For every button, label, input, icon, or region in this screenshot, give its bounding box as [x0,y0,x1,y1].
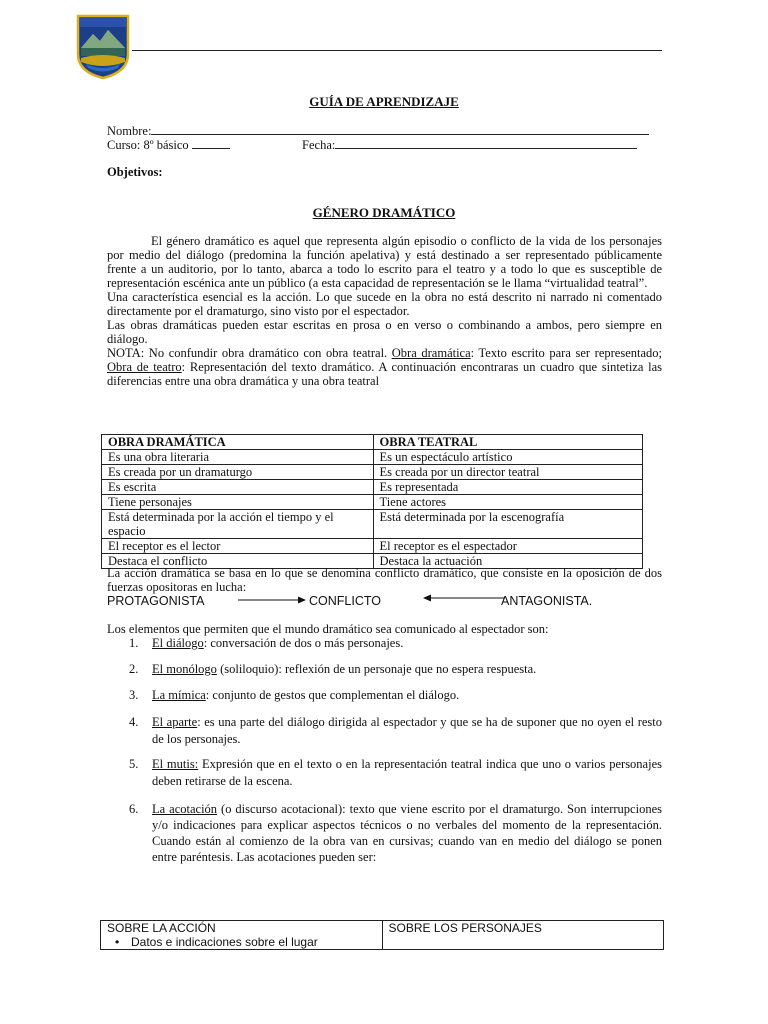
table-cell: El receptor es el lector [102,539,374,554]
table-cell: • Datos e indicaciones sobre el lugar [101,935,383,950]
intro-paragraph-1: El género dramático es aquel que representa algún episodio o conflicto de la vida de los personajes por medio del diálogo (predomina la función apelativa) y está destinado a ser representado públicamente frente a un auditorio, por lo tanto, abarca a todo lo escrito para el teatro y a todo lo que es susceptible de representación escénica ante un público (a esta capacidad de representación se le llama “virtualidad teatral”. [107,234,662,290]
bullet-icon: • [115,935,120,949]
list-item: 1. El diálogo: conversación de dos o más personajes. [129,636,404,650]
conflict-text: La acción dramática se basa en lo que se denomina conflicto dramático, que consiste en la oposición de dos fuerzas opositoras en lucha: [107,566,662,594]
list-item: 3. La mímica: conjunto de gestos que complementan el diálogo. [129,688,460,702]
section-title: GÉNERO DRAMÁTICO [312,205,456,220]
fecha-label: Fecha: [302,138,336,152]
list-item: 2. El monólogo (soliloquio): reflexión de un personaje que no espera respuesta. [129,662,537,676]
table-cell: Es creada por un director teatral [373,465,642,480]
table-header-row [101,921,664,936]
table-cell: Tiene actores [373,495,642,510]
table-cell: Destaca la actuación [373,554,642,569]
list-item: 5. El mutis: Expresión que en el texto o en la representación teatral indica que uno o varios personajes deben retirarse de la escena. [129,757,662,788]
table-cell: Destaca el conflicto [102,554,374,569]
protagonista-label: PROTAGONISTA [107,594,205,608]
intro-paragraph-4: NOTA: No confundir obra dramático con obra teatral. Obra dramática: Texto escrito para ser representado; Obra de teatro: Representación del texto dramático. A continuación encontraras un cuadro que sintetiza las diferencias entre una obra dramática y una obra teatral [107,346,663,388]
objetivos-label: Objetivos: [107,165,163,179]
table-header: SOBRE LA ACCIÓN [101,921,383,936]
list-item: 6. La acotación (o discurso acotacional): texto que viene escrito por el dramaturgo. Son interrupciones y/o indicaciones para explicar aspectos técnicos o no verbales del momento de la representación. Cuando están al comienzo de la obra van en cursivas; cuando van en medio del diálogo se ponen entre paréntesis. Las acotaciones pueden ser: [129,802,662,864]
table-header: OBRA TEATRAL [373,435,642,450]
antagonista-label: ANTAGONISTA. [501,594,593,608]
table-cell: Es un espectáculo artístico [373,450,642,465]
list-item: 4. El aparte: es una parte del diálogo dirigida al espectador y que se ha de suponer que no oyen el resto de los personajes. [129,715,662,746]
table-cell: El receptor es el espectador [373,539,642,554]
table-cell: Está determinada por la acción el tiempo y el espacio [102,510,374,539]
table-cell: Está determinada por la escenografía [373,510,642,539]
table-header: OBRA DRAMÁTICA [102,435,374,450]
nombre-label: Nombre: [107,124,152,138]
table-cell: Es escrita [102,480,374,495]
school-crest-logo [76,14,130,80]
intro-paragraph-3: Las obras dramáticas pueden estar escritas en prosa o en verso o combinando a ambos, pero siempre en diálogo. [107,318,662,346]
table-header: SOBRE LOS PERSONAJES [382,921,664,950]
table-cell: Es representada [373,480,642,495]
conflicto-label: CONFLICTO [309,594,381,608]
table-cell: Tiene personajes [102,495,374,510]
intro-paragraph-2: Una característica esencial es la acción. Lo que sucede en la obra no está descrito ni narrado ni comentado directamente por el dramaturgo, sino visto por el espectador. [107,290,662,318]
curso-label: Curso: 8º básico [107,138,189,152]
acotaciones-table [100,920,664,950]
table-cell: Es creada por un dramaturgo [102,465,374,480]
table-cell: Es una obra literaria [102,450,374,465]
guide-title: GUÍA DE APRENDIZAJE [309,94,459,109]
elements-intro: Los elementos que permiten que el mundo dramático sea comunicado al espectador son: [107,622,549,636]
